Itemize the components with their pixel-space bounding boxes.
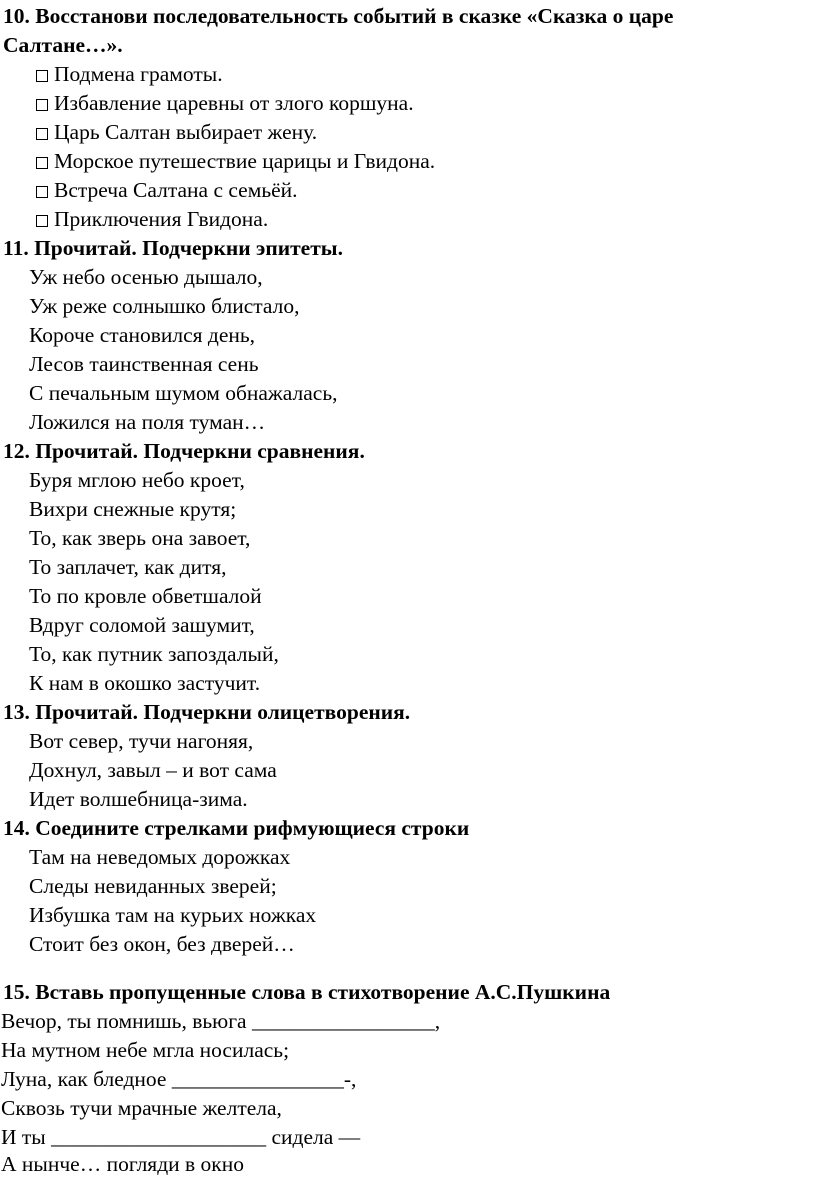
poem-line: Ложился на поля туман… <box>29 410 266 434</box>
option-label: Царь Салтан выбирает жену. <box>54 120 318 144</box>
poem-line: Уж небо осенью дышало, <box>29 265 263 289</box>
poem-line: Вдруг соломой зашумит, <box>29 613 255 637</box>
poem-line: Избушка там на курьих ножках <box>29 903 317 927</box>
poem-line-with-blank[interactable]: Луна, как бледное ________________-, <box>1 1067 357 1091</box>
poem-line: Короче становился день, <box>29 323 256 347</box>
option-label: Избавление царевны от злого коршуна. <box>54 91 414 115</box>
poem-line-with-blank[interactable]: Вечор, ты помнишь, вьюга _________________, <box>1 1009 441 1033</box>
poem-line: То, как путник запоздалый, <box>29 642 279 666</box>
poem-line: Там на неведомых дорожках <box>29 845 291 869</box>
task10-option <box>36 176 298 205</box>
checkbox-icon[interactable] <box>36 99 48 111</box>
poem-line: Следы невиданных зверей; <box>29 874 277 898</box>
poem-line: То по кровле обветшалой <box>29 584 262 608</box>
poem-line: Идет волшебница-зима. <box>29 787 248 811</box>
task10-option <box>36 205 268 234</box>
poem-line: То заплачет, как дитя, <box>29 555 227 579</box>
poem-line: Вихри снежные крутя; <box>29 497 237 521</box>
checkbox-icon[interactable] <box>36 186 48 198</box>
checkbox-icon[interactable] <box>36 215 48 227</box>
poem-line: К нам в окошко застучит. <box>29 671 261 695</box>
task10-option <box>36 60 223 89</box>
poem-line: Дохнул, завыл – и вот сама <box>29 758 277 782</box>
poem-line: А нынче… погляди в окно <box>1 1152 244 1176</box>
checkbox-icon[interactable] <box>36 70 48 82</box>
option-label: Приключения Гвидона. <box>54 207 269 231</box>
poem-line: На мутном небе мгла носилась; <box>1 1038 290 1062</box>
task10-title-line1: 10. Восстанови последовательность событий в сказке «Сказка о царе <box>3 4 674 28</box>
poem-line: Буря мглою небо кроет, <box>29 468 245 492</box>
poem-line: Сквозь тучи мрачные желтела, <box>1 1096 282 1120</box>
poem-line: С печальным шумом обнажалась, <box>29 381 338 405</box>
poem-line-with-blank[interactable]: И ты ____________________ сидела — <box>1 1125 361 1149</box>
poem-line: То, как зверь она завоет, <box>29 526 251 550</box>
task13-title: 13. Прочитай. Подчеркни олицетворения. <box>3 700 411 724</box>
option-label: Морское путешествие царицы и Гвидона. <box>54 149 436 173</box>
checkbox-icon[interactable] <box>36 128 48 140</box>
poem-line: Уж реже солнышко блистало, <box>29 294 300 318</box>
task15-title: 15. Вставь пропущенные слова в стихотворение А.С.Пушкина <box>3 980 611 1004</box>
task14-title: 14. Соедините стрелками рифмующиеся строки <box>3 816 470 840</box>
poem-line: Стоит без окон, без дверей… <box>29 932 295 956</box>
task10-option <box>36 89 414 118</box>
task11-title: 11. Прочитай. Подчеркни эпитеты. <box>3 236 343 260</box>
task10-option <box>36 118 317 147</box>
option-label: Встреча Салтана с семьёй. <box>54 178 298 202</box>
poem-line: Лесов таинственная сень <box>29 352 259 376</box>
task10-title-line2: Салтане…». <box>3 33 123 57</box>
checkbox-icon[interactable] <box>36 157 48 169</box>
task12-title: 12. Прочитай. Подчеркни сравнения. <box>3 439 365 463</box>
option-label: Подмена грамоты. <box>54 62 223 86</box>
task10-option <box>36 147 435 176</box>
poem-line: Вот север, тучи нагоняя, <box>29 729 254 753</box>
